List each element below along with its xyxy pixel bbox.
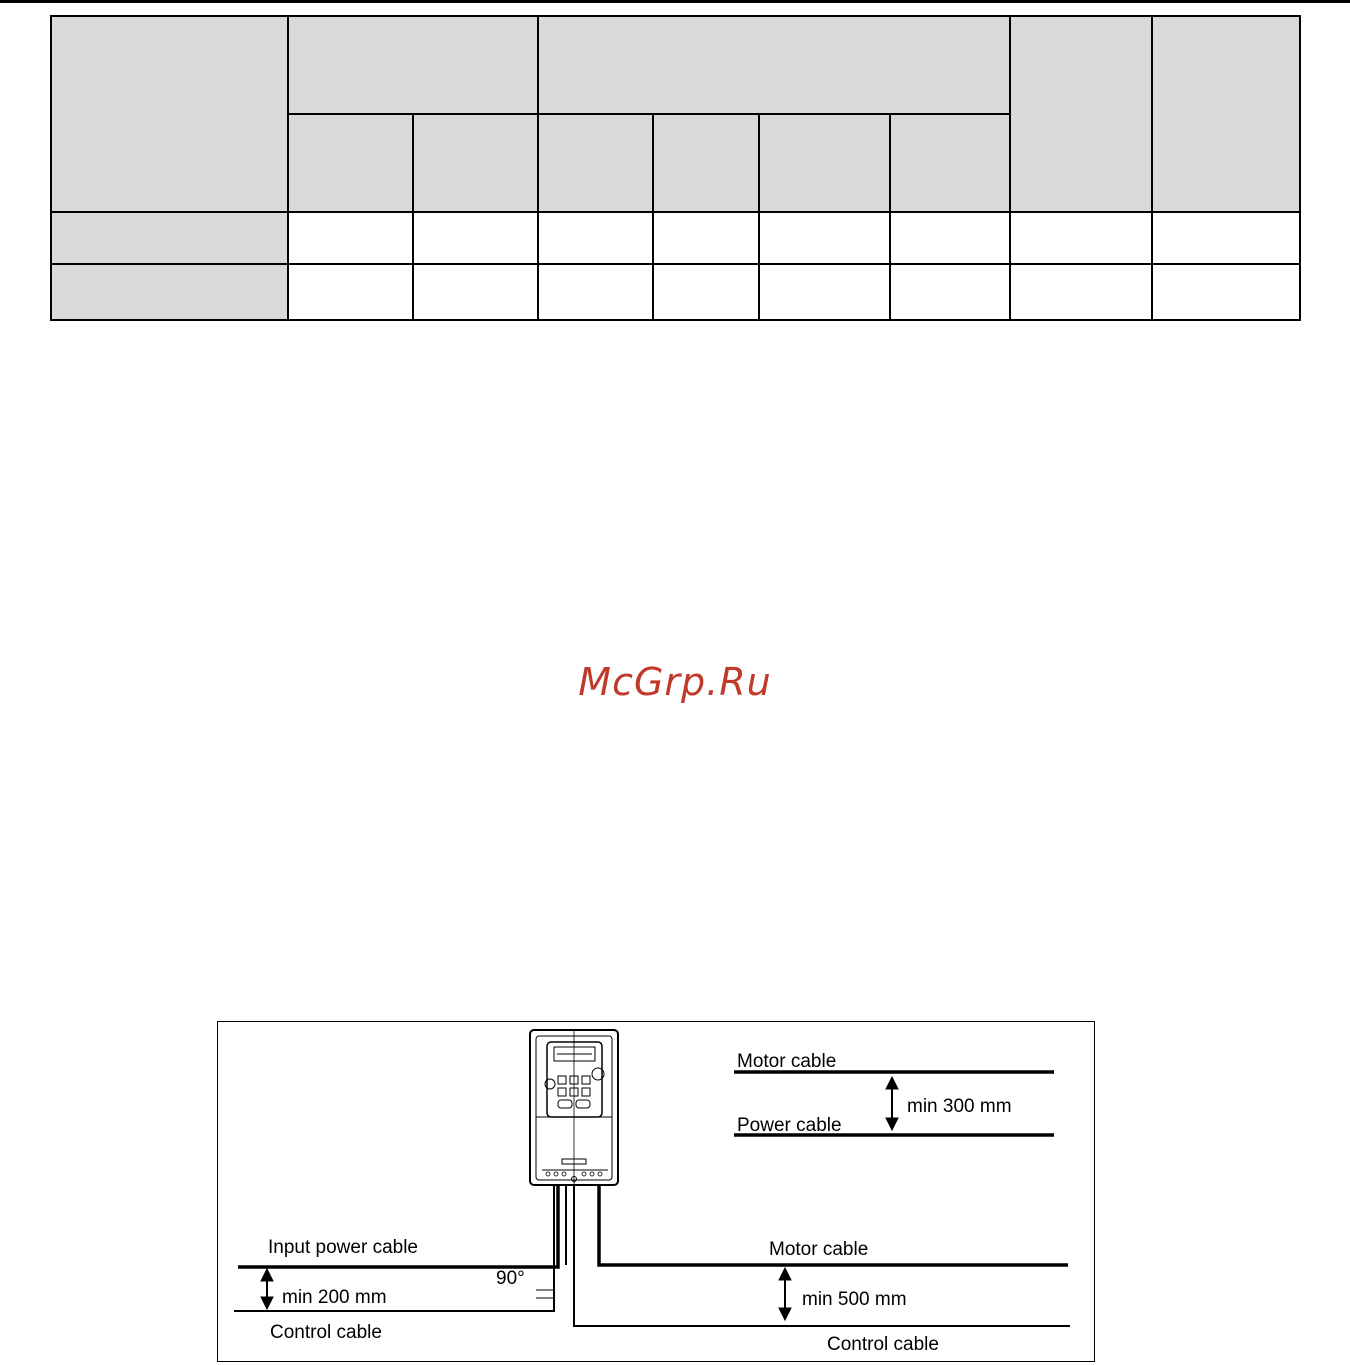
min-200-label: min 200 mm xyxy=(282,1287,387,1308)
watermark: McGrp.Ru xyxy=(578,660,772,704)
header-cell-d xyxy=(1152,16,1300,212)
header-group-b xyxy=(538,16,1010,114)
table-cell xyxy=(890,212,1010,264)
header-group-a xyxy=(288,16,538,114)
table-cell xyxy=(1010,264,1152,320)
table-cell xyxy=(413,212,538,264)
header-cell-c xyxy=(1010,16,1152,212)
cable-routing-diagram xyxy=(217,1021,1095,1362)
motor-cable-bottom-label: Motor cable xyxy=(769,1239,869,1260)
subheader-b3 xyxy=(759,114,890,212)
drive-inverter-icon xyxy=(530,1030,618,1185)
power-cable-label: Power cable xyxy=(737,1115,842,1136)
row-label xyxy=(51,212,288,264)
table-cell xyxy=(759,264,890,320)
table-cell xyxy=(288,264,413,320)
motor-cable-top-label: Motor cable xyxy=(737,1051,837,1072)
control-cable-right-label: Control cable xyxy=(827,1334,939,1355)
subheader-a1 xyxy=(288,114,413,212)
row-label xyxy=(51,264,288,320)
table-cell xyxy=(1152,212,1300,264)
double-arrow-icon xyxy=(779,1268,791,1320)
table-cell xyxy=(538,264,653,320)
table-cell xyxy=(653,264,759,320)
top-rule xyxy=(0,0,1350,3)
control-cable-left-label: Control cable xyxy=(270,1322,382,1343)
subheader-b4 xyxy=(890,114,1010,212)
spec-table xyxy=(50,15,1301,321)
subheader-a2 xyxy=(413,114,538,212)
min-300-label: min 300 mm xyxy=(907,1096,1012,1117)
table-cell xyxy=(1010,212,1152,264)
subheader-b2 xyxy=(653,114,759,212)
header-cell-model xyxy=(51,16,288,212)
double-arrow-icon xyxy=(886,1077,898,1130)
table-cell xyxy=(538,212,653,264)
table-row xyxy=(51,264,1300,320)
table-cell xyxy=(288,212,413,264)
table-cell xyxy=(653,212,759,264)
table-cell xyxy=(890,264,1010,320)
angle-label: 90° xyxy=(496,1268,525,1289)
table-cell xyxy=(1152,264,1300,320)
table-row xyxy=(51,212,1300,264)
table-cell xyxy=(413,264,538,320)
min-500-label: min 500 mm xyxy=(802,1289,907,1310)
subheader-b1 xyxy=(538,114,653,212)
input-power-cable-label: Input power cable xyxy=(268,1237,418,1258)
table-cell xyxy=(759,212,890,264)
double-arrow-icon xyxy=(261,1269,273,1309)
